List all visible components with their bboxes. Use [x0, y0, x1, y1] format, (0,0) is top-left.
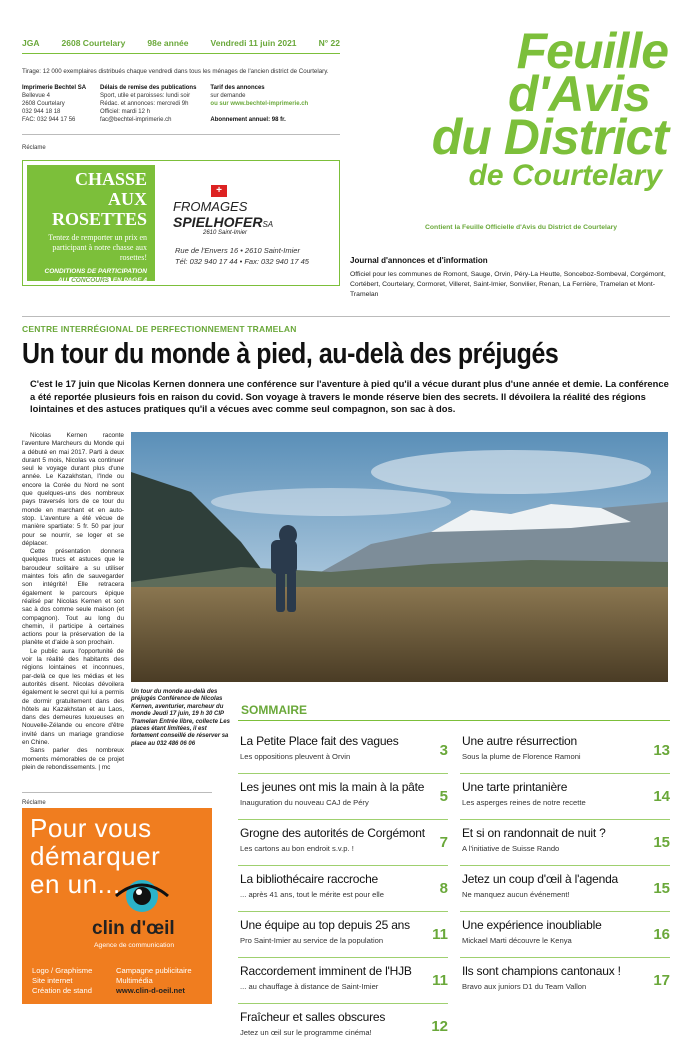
tarif-link[interactable]: ou sur www.bechtel-imprimerie.ch: [210, 101, 309, 107]
toc-subtitle: Jetez un œil sur le programme cinéma!: [240, 1028, 372, 1037]
delais-title: Délais de remise des publications: [100, 85, 197, 91]
abonnement: Abonnement annuel: 98 fr.: [210, 117, 286, 123]
ad-title: ROSETTES: [51, 209, 147, 229]
toc-item[interactable]: [238, 912, 448, 958]
agency-url[interactable]: www.clin-d-oeil.net: [116, 986, 185, 995]
toc-item[interactable]: [238, 774, 448, 820]
toc-subtitle: Les cartons au bon endroit s.v.p. !: [240, 844, 354, 853]
toc-item[interactable]: [238, 728, 448, 774]
conditions-line: CONDITIONS DE PARTICIPATION: [44, 268, 147, 275]
ad-text: Tentez de remporter un prix en participant à notre chasse aux rosettes!: [48, 233, 147, 262]
toc-title: Fraîcheur et salles obscures: [240, 1010, 386, 1024]
swiss-cross-icon: +: [211, 185, 227, 197]
conditions-word: EN PAGE 4: [112, 277, 147, 284]
brand-sub: 2610 Saint-Imier: [203, 230, 248, 236]
toc-subtitle: Mickael Marti découvre le Kenya: [462, 936, 572, 945]
hiker-landscape-image: [131, 432, 668, 682]
toc-subtitle: ... après 41 ans, tout le mérite est pour elle: [240, 890, 384, 899]
brand-address: [175, 245, 309, 267]
toc-title: Une tarte printanière: [462, 780, 568, 794]
divider: [22, 316, 670, 317]
toc-title: Grogne des autorités de Corgémont: [240, 826, 425, 840]
brand-word: FROMAGES: [173, 199, 248, 214]
body-paragraph: Cette présentation donnera quelques trucs et astuces que le baroudeur solitaire a su utiliser maintes fois afin de sauvegarder son intégrité! Elle retracera également le parcours épique réalisé par Nicolas Kernen et son sac à dos comme seule maison (et compagnon). Tout au long du chemin, il participe à certaines actions pour la préservation de la planète et d'aide à son prochain.: [22, 548, 124, 647]
reclame-label: Réclame: [22, 800, 46, 806]
toc-page: 17: [653, 972, 670, 989]
toc-subtitle: ... au chauffage à distance de Saint-Imier: [240, 982, 379, 991]
toc-title: Une équipe au top depuis 25 ans: [240, 918, 410, 932]
toc-item[interactable]: [460, 820, 670, 866]
toc-subtitle: Bravo aux juniors D1 du Team Vallon: [462, 982, 587, 991]
tarif-title: Tarif des annonces: [210, 85, 265, 91]
sommaire-title: SOMMAIRE: [241, 703, 307, 717]
toc-item[interactable]: [460, 958, 670, 1004]
journal-line: Journal d'annonces et d'information: [350, 256, 488, 265]
delais-line: Officiel: mardi 12 h: [100, 109, 150, 115]
toc-subtitle: Les oppositions pleuvent à Orvin: [240, 752, 351, 761]
masthead-place: 2608 Courtelary: [61, 38, 126, 48]
masthead-date: Vendredi 11 juin 2021: [210, 38, 297, 48]
photo-caption: Un tour du monde au-delà des préjugés Conférence de Nicolas Kernen, aventurier, marcheur du monde Jeudi 17 juin, 19 h 30 CIP Tramelan Entrée libre, collecte Les places étant limitées, il est fortement conseillé de réserver sa place au 032 486 06 06: [131, 689, 230, 747]
delais-line: Rédac. et annonces: mercredi 9h: [100, 101, 189, 107]
toc-item[interactable]: [238, 820, 448, 866]
toc-page: 15: [653, 880, 670, 897]
toc-title: Raccordement imminent de l'HJB: [240, 964, 412, 978]
contient-line: Contient la Feuille Officielle d'Avis du District de Courtelary: [425, 224, 618, 231]
toc-item[interactable]: [460, 912, 670, 958]
toc-item[interactable]: [238, 958, 448, 1004]
toc-page: 15: [653, 834, 670, 851]
toc-page: 7: [439, 834, 448, 851]
logo-line: d'Avis: [507, 66, 650, 122]
toc-title: Et si on randonnait de nuit ?: [462, 826, 606, 840]
toc-page: 8: [439, 880, 448, 897]
ad-headline: Pour vous: [30, 813, 152, 843]
services-col-2: [116, 966, 192, 996]
toc-subtitle: Les asperges reines de notre recette: [462, 798, 586, 807]
masthead-abbr: JGA: [22, 38, 40, 48]
toc-title: Les jeunes ont mis la main à la pâte: [240, 780, 425, 794]
tarif-line: sur demande: [210, 93, 246, 99]
ad-clin-doeil[interactable]: [22, 808, 212, 1004]
ad-headline: démarquer: [30, 841, 161, 871]
reclame-label: Réclame: [22, 145, 46, 151]
brand-name: [173, 199, 339, 236]
body-paragraph: Nicolas Kernen raconte l'aventure Marcheurs du Monde qui a débuté en mai 2017. Parti à deux durant 5 mois, Nicolas va continuer seul le voyage durant plus d'une année. Le Kazakhstan, l'Inde ou encore la Corée du Nord ne sont que quelques-uns des nombreux pays traversés lors de ce tour du monde en marchant et en auto-stop. L'aventure a été vécue de manière spartiate: 5 fr. 50 par jour pour se nourrir, se loger et se déplacer.: [22, 432, 124, 547]
brand-word: SPIELHOFER: [173, 214, 263, 230]
sommaire-rule: [238, 720, 670, 721]
toc-item[interactable]: [460, 774, 670, 820]
tirage-line: Tirage: 12 000 exemplaires distribués chaque vendredi dans tous les ménages de l'ancien district de Courtelary.: [22, 68, 329, 75]
toc-item[interactable]: [238, 866, 448, 912]
toc-title: La Petite Place fait des vagues: [240, 734, 399, 748]
service-item: Logo / Graphisme: [32, 966, 93, 975]
printer-info: [22, 84, 86, 124]
toc-title: Ils sont champions cantonaux !: [462, 964, 621, 978]
article-lede: C'est le 17 juin que Nicolas Kernen donnera une conférence sur l'aventure à pied qu'il a vécue durant plus d'une année et demie. La conférence a été reportée plusieurs fois en raison du covid. Son voyage à travers le monde réserve bien des secrets. Il dévoilera la réalité des régions lointaines et des astuces pratiques qu'il a vécues avec comme seul compagnon, son sac à dos.: [30, 378, 669, 414]
toc-subtitle: Ne manquez aucun événement!: [462, 890, 570, 899]
service-item: Campagne publicitaire: [116, 966, 192, 975]
printer-line: FAC: 032 944 17 56: [22, 117, 76, 123]
address-line: Rue de l'Envers 16 • 2610 Saint-Imier: [175, 246, 300, 255]
toc-title: Une expérience inoubliable: [462, 918, 602, 932]
toc-title: Jetez un coup d'œil à l'agenda: [462, 872, 619, 886]
toc-page: 14: [653, 788, 670, 805]
agency-tagline: Agence de communication: [94, 942, 175, 949]
service-item: Site internet: [32, 976, 73, 985]
body-paragraph: Le public aura l'opportunité de voir la réalité des habitants des régions lointaines et inconnues, par-delà ce que les médias et les autorités disent. Nicolas dévoilera également le secret qui lui a permis de dormir gratuitement dans des hôtels au Kazakhstan et au Laos, dans des demeures luxueuses en Nouvelle-Zélande ou encore d'être invité dans un mariage grandiose en Chine.: [22, 647, 124, 746]
ad-fromages-spielhofer[interactable]: [22, 160, 340, 286]
publisher-info: [22, 84, 352, 124]
article-body: [22, 432, 124, 772]
sommaire-left-column: [238, 728, 448, 1050]
toc-page: 3: [439, 742, 448, 759]
delais-line: fac@bechtel-imprimerie.ch: [100, 117, 172, 123]
toc-page: 11: [432, 972, 448, 989]
divider: [22, 134, 340, 135]
toc-subtitle: Inauguration du nouveau CAJ de Péry: [240, 798, 369, 807]
conditions-word: AU: [57, 277, 68, 284]
toc-page: 16: [653, 926, 670, 943]
delais-info: [100, 84, 196, 124]
body-paragraph: Sans parler des nombreux moments mémorables de ce projet plein de rebondissements. | mc: [22, 747, 124, 771]
printer-line: Bellevue 4: [22, 93, 51, 99]
services-col-1: [32, 966, 92, 996]
service-item: Création de stand: [32, 986, 92, 995]
brand-suffix: SA: [262, 220, 274, 229]
toc-subtitle: A l'initiative de Suisse Rando: [462, 844, 560, 853]
tarif-info: [210, 84, 308, 124]
masthead-bar: [22, 38, 340, 54]
ad-conditions: [35, 267, 147, 285]
printer-title: Imprimerie Bechtel SA: [22, 85, 87, 91]
chasse-rosettes-box: [27, 165, 155, 284]
logo-line: du District: [431, 109, 668, 165]
logo-line: de Courtelary: [468, 159, 662, 192]
toc-page: 12: [431, 1018, 448, 1035]
ad-title: CHASSE AUX: [74, 169, 147, 209]
phone-line: Tél: 032 940 17 44 • Fax: 032 940 17 45: [175, 257, 309, 266]
masthead-year: 98e année: [147, 38, 189, 48]
printer-line: 032 944 18 18: [22, 109, 61, 115]
masthead-number: N° 22: [318, 38, 340, 48]
concours-badge: CONCOURS: [71, 277, 109, 284]
printer-line: 2608 Courtelary: [22, 101, 65, 107]
toc-title: La bibliothécaire raccroche: [240, 872, 379, 886]
toc-title: Une autre résurrection: [462, 734, 577, 748]
sommaire-right-column: [460, 728, 670, 1004]
newspaper-logo: [356, 23, 668, 192]
toc-item[interactable]: [238, 1004, 448, 1050]
logo-line: Feuille: [516, 23, 668, 79]
toc-page: 11: [432, 926, 448, 943]
toc-subtitle: Pro Saint-Imier au service de la population: [240, 936, 384, 945]
toc-page: 5: [439, 788, 448, 805]
article-photo: [131, 432, 668, 682]
delais-line: Sport, utile et paroisses: lundi soir: [100, 93, 191, 99]
article-headline: Un tour du monde à pied, au-delà des préjugés: [22, 338, 559, 370]
agency-brand: clin d'œil: [92, 918, 175, 939]
toc-item[interactable]: [460, 728, 670, 774]
toc-item[interactable]: [460, 866, 670, 912]
toc-page: 13: [653, 742, 670, 759]
divider: [22, 792, 212, 793]
toc-subtitle: Sous la plume de Florence Ramoni: [462, 752, 581, 761]
officiel-communes: Officiel pour les communes de Romont, Sauge, Orvin, Péry-La Heutte, Sonceboz-Sombeval, Corgémont, Cortébert, Courtelary, Cormoret, Villeret, Saint-Imier, Sonvilier, Renan, La Ferrière, Tramelan et Mont-Tramelan: [350, 271, 666, 298]
article-kicker: CENTRE INTERRÉGIONAL DE PERFECTIONNEMENT TRAMELAN: [22, 324, 297, 334]
service-item: Multimédia: [116, 976, 153, 985]
ad-headline: en un...: [30, 869, 121, 899]
eye-icon: [112, 878, 170, 914]
